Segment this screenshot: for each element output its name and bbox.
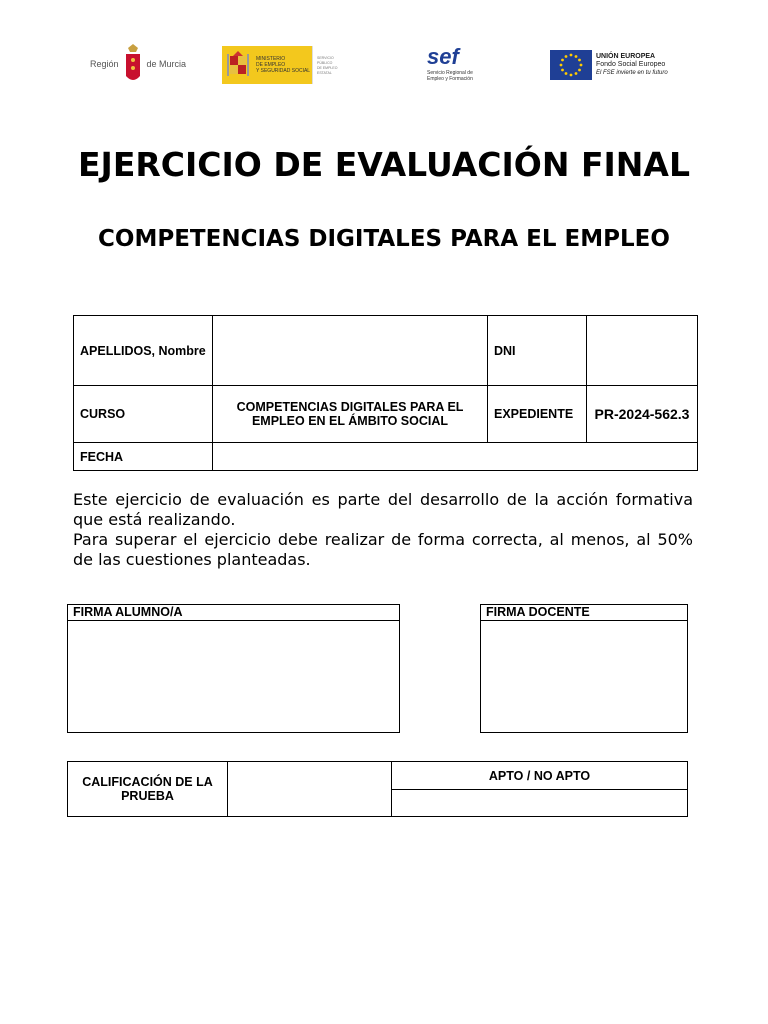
expediente-value: PR-2024-562.3	[587, 386, 698, 443]
apto-label: APTO / NO APTO	[392, 762, 688, 790]
intro-text	[73, 490, 693, 570]
logo-bar	[0, 40, 768, 90]
calificacion-field[interactable]	[228, 762, 392, 817]
dni-label: DNI	[488, 316, 587, 386]
eu-flag-icon	[550, 50, 592, 80]
sef-label: Servicio Regional de Empleo y Formación	[427, 70, 473, 82]
curso-label: CURSO	[74, 386, 213, 443]
eu-line1: UNIÓN EUROPEA	[596, 53, 656, 60]
table-row	[74, 443, 698, 471]
dni-field[interactable]	[587, 316, 698, 386]
table-row	[68, 762, 688, 790]
region-text-left: Región	[90, 59, 119, 69]
page-subtitle: COMPETENCIAS DIGITALES PARA EL EMPLEO	[98, 226, 670, 252]
calificacion-table	[67, 761, 688, 817]
ministerio-sub-text: SERVICIO PÚBLICO DE EMPLEO ESTATAL	[312, 46, 348, 84]
fecha-label: FECHA	[74, 443, 213, 471]
region-murcia-logo	[90, 44, 186, 84]
intro-paragraph-2: Para superar el ejercicio debe realizar de forma correcta, al menos, al 50% de las cuestiones planteadas.	[73, 530, 693, 569]
calificacion-label: CALIFICACIÓN DE LA PRUEBA	[68, 762, 228, 817]
firma-alumno-box[interactable]	[67, 604, 400, 733]
apellidos-label: APELLIDOS, Nombre	[74, 316, 213, 386]
ministerio-box	[222, 46, 312, 84]
expediente-label: EXPEDIENTE	[488, 386, 587, 443]
ministerio-text: MINISTERIO DE EMPLEO Y SEGURIDAD SOCIAL	[256, 56, 311, 74]
firma-alumno-label: FIRMA ALUMNO/A	[68, 605, 399, 621]
intro-paragraph-1: Este ejercicio de evaluación es parte del desarrollo de la acción formativa que está realizando.	[73, 490, 693, 529]
eu-logo	[550, 50, 668, 80]
svg-text:sef: sef	[427, 46, 459, 68]
sef-mark-icon	[427, 46, 475, 68]
page-title: EJERCICIO DE EVALUACIÓN FINAL	[78, 145, 690, 184]
region-text-right: de Murcia	[146, 59, 187, 69]
murcia-shield-icon	[122, 44, 144, 84]
fecha-field[interactable]	[213, 443, 698, 471]
apellidos-field[interactable]	[213, 316, 488, 386]
table-row	[74, 386, 698, 443]
firma-docente-label: FIRMA DOCENTE	[481, 605, 687, 621]
spain-coat-of-arms-icon	[226, 50, 250, 80]
firma-docente-box[interactable]	[480, 604, 688, 733]
eu-line2: Fondo Social Europeo	[596, 61, 666, 68]
curso-value: COMPETENCIAS DIGITALES PARA EL EMPLEO EN EL ÁMBITO SOCIAL	[213, 386, 488, 443]
eu-line3: El FSE invierte en tu futuro	[596, 70, 668, 76]
eu-text	[596, 53, 668, 77]
ministerio-logo	[222, 46, 348, 84]
apto-field[interactable]	[392, 790, 688, 817]
table-row	[74, 316, 698, 386]
sef-logo	[427, 46, 475, 82]
student-info-table	[73, 315, 698, 471]
